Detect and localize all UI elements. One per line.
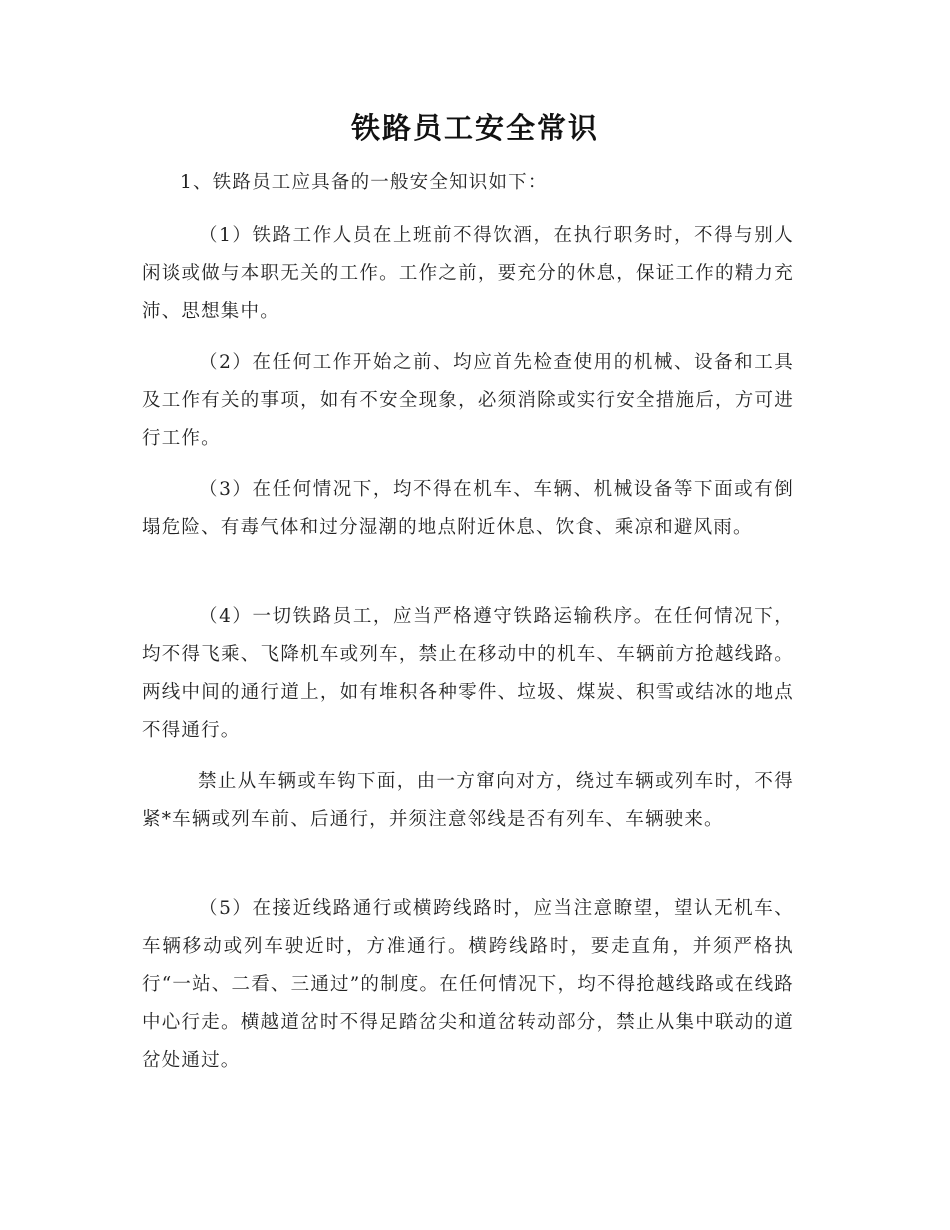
paragraph-4: （3）在任何情况下，均不得在机车、车辆、机械设备等下面或有倒塌危险、有毒气体和过分湿潮的地点附近休息、饮食、乘凉和避风雨。 [142,479,794,538]
document-title: 铁路员工安全常识 [350,111,599,145]
paragraph-3: （2）在任何工作开始之前、均应首先检查使用的机械、设备和工具及工作有关的事项，如有不安全现象，必须消除或实行安全措施后，方可进行工作。 [142,352,794,449]
paragraph-6: 禁止从车辆或车钩下面，由一方窜向对方，绕过车辆或列车时，不得紧*车辆或列车前、后通行，并须注意邻线是否有列车、车辆驶来。 [142,771,794,830]
paragraph-1: 1、铁路员工应具备的一般安全知识如下： [180,172,548,193]
paragraph-5: （4）一切铁路员工，应当严格遵守铁路运输秩序。在任何情况下，均不得飞乘、飞降机车或列车，禁止在移动中的机车、车辆前方抢越线路。两线中间的通行道上，如有堆积各种零件、垃圾、煤炭、积雪或结冰的地点不得通行。 [142,606,794,741]
paragraph-2: （1）铁路工作人员在上班前不得饮酒，在执行职务时，不得与别人闲谈或做与本职无关的工作。工作之前，要充分的休息，保证工作的精力充沛、思想集中。 [142,225,794,322]
paragraph-7: （5）在接近线路通行或横跨线路时，应当注意瞭望，望认无机车、车辆移动或列车驶近时，方准通行。横跨线路时，要走直角，并须严格执行“一站、二看、三通过”的制度。在任何情况下，均不得抢越线路或在线路中心行走。横越道岔时不得足踏岔尖和道岔转动部分，禁止从集中联动的道岔处通过。 [142,898,794,1071]
